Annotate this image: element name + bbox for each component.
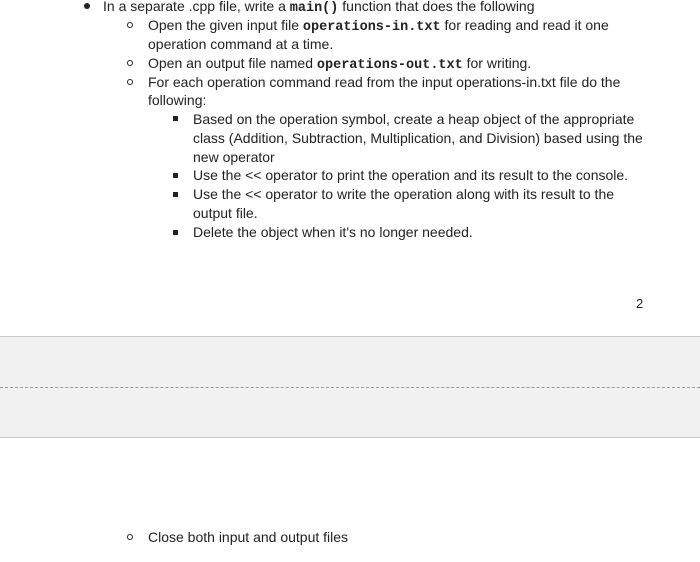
bullet-dot-icon (84, 3, 90, 9)
bullet-square-icon (173, 230, 178, 235)
list-item-for-each: For each operation command read from the input operations-in.txt file do the (148, 74, 621, 90)
inline-code: main() (289, 1, 339, 16)
item-text: Open an output file named (148, 55, 317, 71)
document-page-2 (0, 438, 700, 562)
page-break-divider (0, 387, 700, 388)
bullet-circle-icon (127, 60, 133, 66)
item-text: function that does the following (338, 0, 535, 14)
list-item-delete-object: Delete the object when it's no longer needed. (193, 224, 473, 240)
list-item-write-file: Use the << operator to write the operation along with its result to the (193, 186, 615, 202)
item-text: Open the given input file (148, 17, 303, 33)
item-text: In a separate .cpp file, write a (103, 0, 290, 14)
list-item-for-each-cont: following: (148, 92, 207, 108)
list-item-close-files: Close both input and output files (148, 529, 349, 545)
bullet-circle-icon (127, 22, 133, 28)
list-item-open-input (148, 16, 609, 37)
list-item-create-object-cont: new operator (193, 149, 275, 165)
item-text: for reading and read it one (440, 17, 609, 33)
bullet-circle-icon (127, 534, 133, 540)
bullet-square-icon (173, 192, 178, 197)
inline-code: operations-in.txt (302, 20, 441, 35)
list-item-create-object: Based on the operation symbol, create a heap object of the appropriate (193, 111, 635, 127)
list-item-print-console: Use the << operator to print the operation and its result to the console. (193, 167, 629, 183)
list-item-write-file-cont: output file. (193, 205, 258, 221)
bullet-square-icon (173, 116, 178, 121)
item-text: for writing. (462, 55, 532, 71)
list-item-create-object-cont: class (Addition, Subtraction, Multiplication, and Division) based using the (193, 130, 643, 146)
bullet-square-icon (173, 173, 178, 178)
page-break-gap (0, 336, 700, 438)
inline-code: operations-out.txt (316, 58, 463, 73)
page-number: 2 (636, 296, 644, 311)
list-item-open-output (148, 54, 531, 75)
bullet-circle-icon (127, 79, 133, 85)
list-item-open-input-cont: operation command at a time. (148, 36, 334, 52)
